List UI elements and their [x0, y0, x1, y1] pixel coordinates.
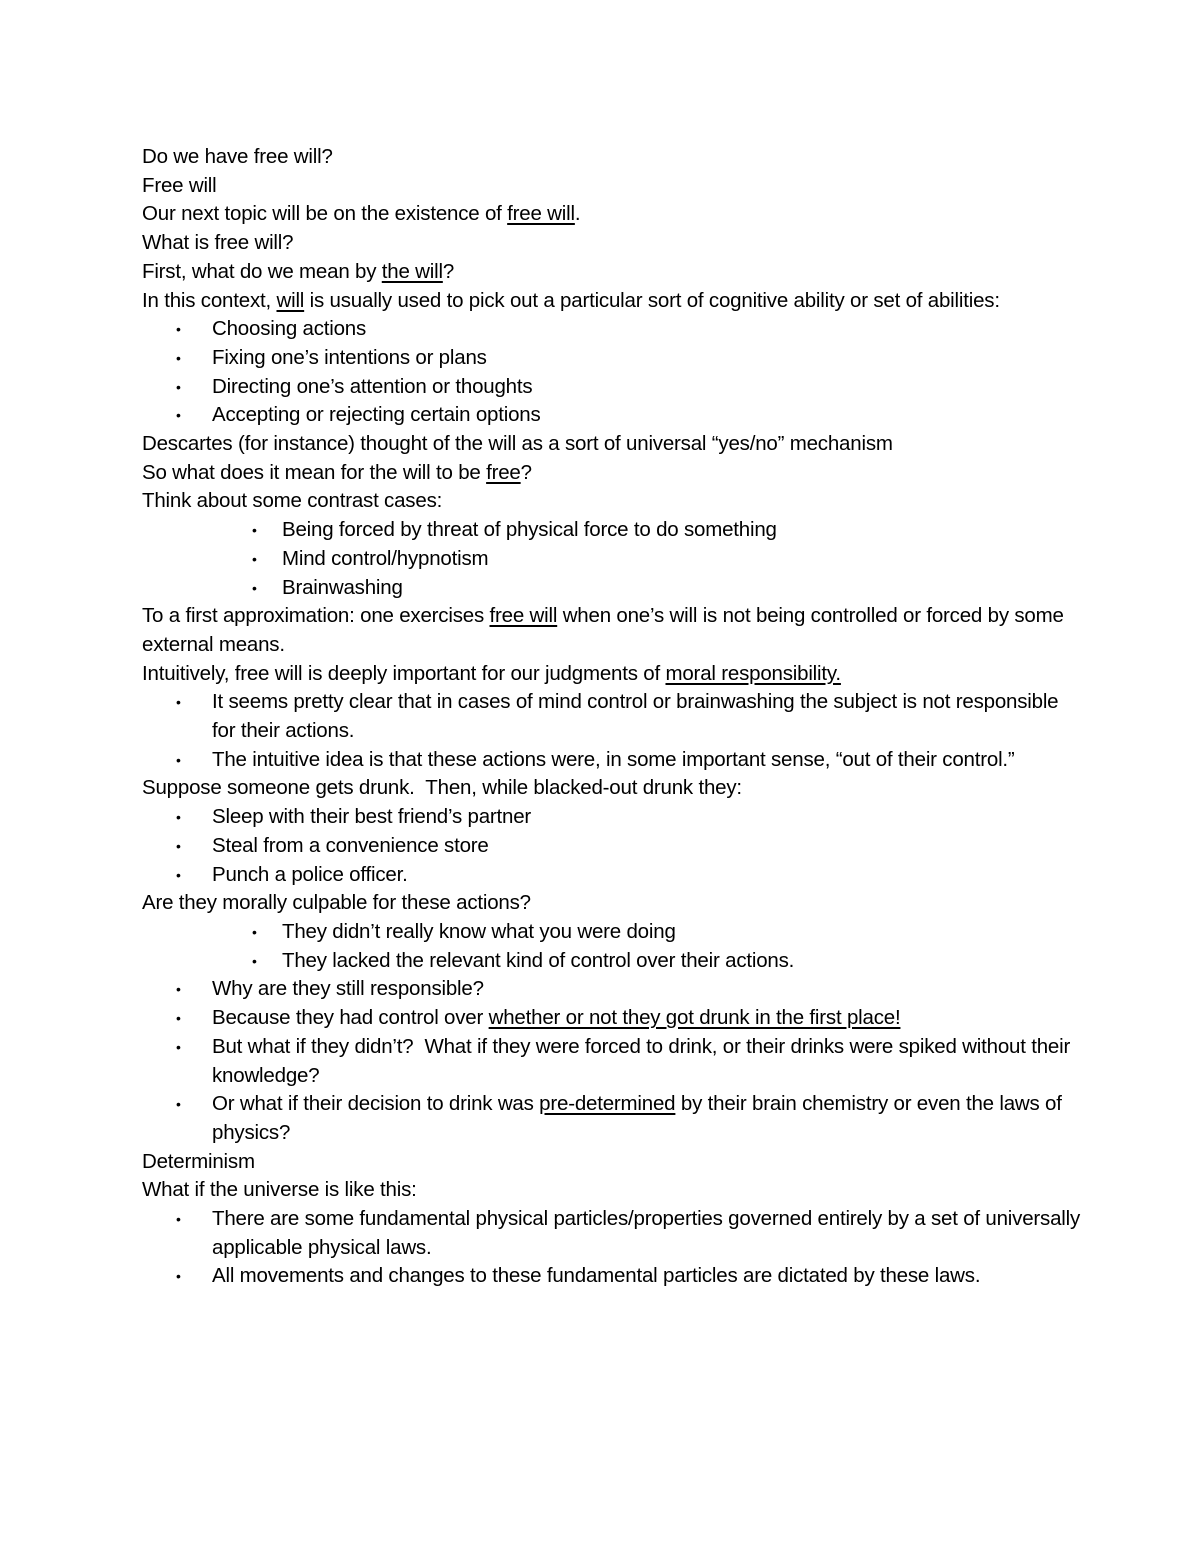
text-line: Intuitively, free will is deeply important for our judgments of moral responsibility.	[142, 661, 841, 685]
heading-determinism: Determinism	[142, 1149, 255, 1173]
underlined-term: moral responsibility.	[665, 661, 841, 685]
list-item: • They lacked the relevant kind of control over their actions.	[142, 947, 1082, 976]
bullet-icon: •	[252, 579, 257, 596]
list-item: • Why are they still responsible?	[142, 975, 1082, 1004]
moral-responsibility-list	[142, 688, 1082, 774]
list-item: • Punch a police officer.	[142, 861, 1082, 890]
bullet-icon: •	[252, 522, 257, 539]
list-item: • But what if they didn’t? What if they were forced to drink, or their drinks were spiked without their knowledge?	[176, 1034, 1076, 1087]
bullet-icon: •	[176, 751, 181, 768]
bullet-icon: •	[176, 866, 181, 883]
bullet-icon: •	[176, 1211, 181, 1228]
document-body	[142, 143, 1082, 1291]
list-item: • There are some fundamental physical particles/properties governed entirely by a set of universally applicable physical laws.	[176, 1207, 1081, 1259]
bullet-icon: •	[176, 837, 181, 854]
underlined-term: the will	[381, 259, 443, 283]
text-line: So what does it mean for the will to be free?	[142, 460, 532, 484]
text-paragraph: To a first approximation: one exercises free will when one’s will is not being controlled or forced by some external means.	[142, 604, 1064, 656]
contrast-cases-list	[142, 516, 1082, 602]
text-line: Are they morally culpable for these actions?	[142, 891, 531, 915]
heading-free-will: Free will	[142, 173, 217, 197]
underlined-term: whether or not they got drunk in the first place!	[488, 1006, 901, 1030]
responsibility-questions-list	[142, 975, 1082, 1147]
list-item: • Or what if their decision to drink was pre-determined by their brain chemistry or even the laws of physics?	[176, 1092, 1062, 1144]
bullet-icon: •	[176, 349, 181, 366]
determinism-list	[142, 1205, 1082, 1291]
list-item: • The intuitive idea is that these actions were, in some important sense, “out of their control.”	[142, 746, 1082, 775]
text-paragraph: In this context, will is usually used to pick out a particular sort of cognitive ability or set of abilities:	[142, 288, 1000, 312]
bullet-icon: •	[176, 1268, 181, 1285]
list-item: • Directing one’s attention or thoughts	[142, 373, 1082, 402]
bullet-icon: •	[252, 952, 257, 969]
list-item: • Mind control/hypnotism	[142, 545, 1082, 574]
underlined-term: free will	[507, 202, 575, 226]
list-item: • Accepting or rejecting certain options	[142, 401, 1082, 430]
list-item: • Because they had control over whether or not they got drunk in the first place!	[142, 1004, 1082, 1033]
culpability-list	[142, 918, 1082, 975]
bullet-icon: •	[176, 694, 181, 711]
list-item: • Choosing actions	[142, 315, 1082, 344]
list-item: • Brainwashing	[142, 574, 1082, 603]
text-line: What if the universe is like this:	[142, 1178, 417, 1202]
list-item: • Sleep with their best friend’s partner	[142, 803, 1082, 832]
text-line: Think about some contrast cases:	[142, 489, 443, 513]
list-item: • They didn’t really know what you were doing	[142, 918, 1082, 947]
text-line: First, what do we mean by the will?	[142, 259, 455, 283]
list-item: • All movements and changes to these fundamental particles are dictated by these laws.	[142, 1262, 1082, 1291]
text-line: What is free will?	[142, 231, 294, 255]
will-abilities-list	[142, 315, 1082, 430]
underlined-term: free	[486, 460, 521, 484]
bullet-icon: •	[176, 1096, 181, 1113]
drunk-actions-list	[142, 803, 1082, 889]
bullet-icon: •	[176, 321, 181, 338]
bullet-icon: •	[176, 378, 181, 395]
bullet-icon: •	[252, 550, 257, 567]
list-item: • It seems pretty clear that in cases of mind control or brainwashing the subject is not responsible for their actions.	[176, 690, 1059, 743]
bullet-icon: •	[252, 923, 257, 940]
bullet-icon: •	[176, 407, 181, 424]
text-line: Our next topic will be on the existence of free will.	[142, 202, 581, 226]
bullet-icon: •	[176, 1010, 181, 1027]
underlined-term: pre-determined	[539, 1092, 676, 1116]
list-item: • Fixing one’s intentions or plans	[142, 344, 1082, 373]
text-line: Suppose someone gets drunk. Then, while blacked-out drunk they:	[142, 776, 742, 800]
list-item: • Being forced by threat of physical force to do something	[142, 516, 1082, 545]
bullet-icon: •	[176, 809, 181, 826]
text-line: Descartes (for instance) thought of the will as a sort of universal “yes/no” mechanism	[142, 432, 893, 456]
underlined-term: free will	[489, 604, 558, 628]
underlined-term: will	[276, 288, 305, 312]
heading-question: Do we have free will?	[142, 145, 333, 168]
list-item: • Steal from a convenience store	[142, 832, 1082, 861]
bullet-icon: •	[176, 981, 181, 998]
bullet-icon: •	[176, 1038, 181, 1055]
